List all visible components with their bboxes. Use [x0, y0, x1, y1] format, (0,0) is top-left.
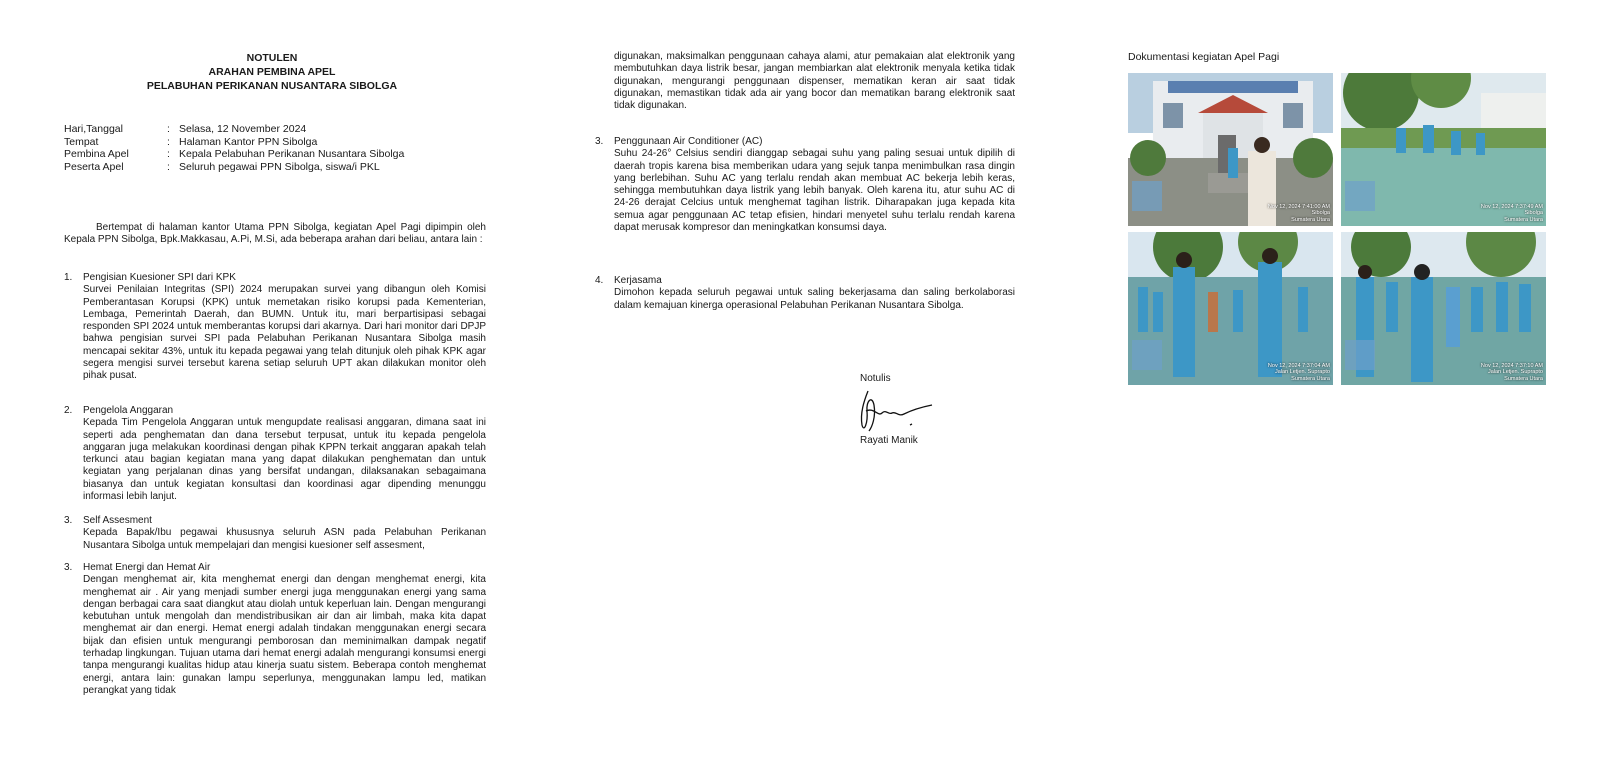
- meta-colon: :: [167, 148, 170, 160]
- intro-paragraph: Bertempat di halaman kantor Utama PPN Sibolga, kegiatan Apel Pagi dipimpin oleh Kepala PPN Sibolga, Bpk.Makkasau, A.Pi, M.Si, ada beberapa arahan dari beliau, antara lain :: [64, 222, 486, 246]
- photo-staff-lineup-2: [1341, 232, 1546, 385]
- agenda-item-4: [64, 562, 486, 697]
- meta-label: Peserta Apel: [64, 160, 124, 173]
- meta-colon: :: [167, 135, 170, 148]
- documentation-title: Dokumentasi kegiatan Apel Pagi: [1128, 51, 1280, 63]
- agenda-item-1: [64, 272, 486, 383]
- agenda-item-2: [64, 405, 486, 503]
- item-number: 3.: [64, 515, 73, 526]
- item-body: Kepada Bapak/Ibu pegawai khususnya seluruh ASN pada Pelabuhan Perikanan Nusantara Sibolga untuk mempelajari dan mengisi kuesioner self assesment,: [83, 527, 486, 551]
- document-heading: [58, 51, 486, 93]
- item-number: 1.: [64, 272, 73, 283]
- item-number: 3.: [64, 562, 73, 573]
- meta-label: Pembina Apel: [64, 148, 129, 160]
- item-body: Dimohon kepada seluruh pegawai untuk saling bekerjasama dan saling berkolaborasi dalam kemajuan kinerga operasional Pelabuhan Perikanan Nusantara Sibolga.: [614, 287, 1015, 311]
- photo-building: [1128, 73, 1333, 226]
- agenda-item-ac: [595, 136, 1015, 234]
- item-title: Pengisian Kuesioner SPI dari KPK: [83, 272, 236, 283]
- photo-staff-lineup-1: [1128, 232, 1333, 385]
- handwritten-signature: [854, 387, 936, 433]
- continuation-paragraph: digunakan, maksimalkan penggunaan cahaya alami, atur pemakaian alat elektronik yang membutuhkan daya listrik besar, jangan membiarkan alat elektronik menyala ketika tidak digunakan, mengurangi penggunaan dispenser, mematikan keran air saat tidak digunakan, memastikan tidak ada air yang bocor dan mematikan barang elektronik saat tidak digunakan.: [614, 51, 1015, 112]
- meta-row-leader: [64, 148, 404, 161]
- signature-name: Rayati Manik: [860, 435, 918, 446]
- item-title: Penggunaan Air Conditioner (AC): [614, 136, 763, 147]
- heading-line-3: PELABUHAN PERIKANAN NUSANTARA SIBOLGA: [146, 80, 398, 92]
- meta-colon: :: [167, 123, 170, 135]
- photo-timestamp: Nov 12, 2024 7:37:04 AM Jalan Letjen. Suprapto Sumatera Utara: [1267, 362, 1330, 382]
- meta-row-place: [64, 136, 404, 149]
- item-title: Self Assesment: [83, 515, 152, 526]
- meta-value: Selasa, 12 November 2024: [179, 123, 307, 135]
- meta-colon: :: [167, 160, 170, 173]
- signature-role: Notulis: [860, 373, 891, 384]
- meta-value: Kepala Pelabuhan Perikanan Nusantara Sibolga: [179, 148, 405, 160]
- item-number: 2.: [64, 405, 73, 416]
- item-title: Hemat Energi dan Hemat Air: [83, 562, 211, 573]
- photo-grid: [1128, 73, 1548, 385]
- item-title: Pengelola Anggaran: [83, 405, 174, 416]
- meta-row-participants: [64, 161, 404, 174]
- meta-value: Seluruh pegawai PPN Sibolga, siswa/i PKL: [179, 160, 380, 173]
- item-title: Kerjasama: [614, 275, 662, 286]
- photo-timestamp: Nov 12, 2024 7:41:00 AM Sibolga Sumatera Utara: [1267, 203, 1330, 223]
- photo-timestamp: Nov 12, 2024 7:37:49 AM Sibolga Sumatera Utara: [1480, 203, 1543, 223]
- heading-line-2: ARAHAN PEMBINA APEL: [208, 66, 336, 78]
- meta-label: Hari,Tanggal: [64, 123, 123, 135]
- item-body: Suhu 24-26° Celsius sendiri dianggap sebagai suhu yang paling sesuai untuk dipilih di daerah tropis karena bisa memberikan udara yang sejuk tanpa menimbulkan rasa dingin yang berlebihan. Suhu AC yang terlalu rendah akan membuat AC bekerja lebih keras, sehingga membutuhkan daya listrik yang lebih banyak. Oleh karena itu, atur suhu AC di 24-26 derajat Celcius untuk menghemat tagihan listrik. Diharapakan juga kepada kita semua agar penggunaan AC tetap efisien, hindari menyetel suhu terlalu rendah karena dapat merusak kompresor dan meningkatkan konsumsi daya.: [614, 148, 1015, 234]
- meta-label: Tempat: [64, 135, 99, 148]
- heading-line-1: NOTULEN: [246, 52, 298, 64]
- photo-staff-outdoor: [1341, 73, 1546, 226]
- photo-timestamp: Nov 12, 2024 7:37:10 AM Jalan Letjen. Suprapto Sumatera Utara: [1480, 362, 1543, 382]
- item-number: 4.: [595, 275, 604, 286]
- agenda-item-kerjasama: [595, 275, 1015, 312]
- item-number: 3.: [595, 136, 604, 147]
- meta-row-date: [64, 123, 404, 136]
- item-body: Dengan menghemat air, kita menghemat energi dan dengan menghemat energi, kita menghemat air . Air yang menjadi sumber energi juga menggunakan energi yang sama dengan berbagai cara saat diangkut atau diolah untuk keperluan lain. Dengan mengurangi kebutuhan untuk mengolah dan mendistribusikan air dan air limbah, maka kita dapat menghemat air dan energi. Hemat energi adalah tindakan menggunakan energi secara bijak dan efisien untuk mengurangi pemborosan dan meminimalkan dampak negatif terhadap lingkungan. Tujuan utama dari hemat energi adalah mengurangi konsumsi energi tanpa mengurangi kualitas hidup atau kinerja suatu sistem. Beberapa contoh menghemat energi, antara lain: gunakan lampu seperlunya, menggunakan lampu led, matikan perangkat yang tidak: [83, 574, 486, 696]
- item-body: Kepada Tim Pengelola Anggaran untuk mengupdate realisasi anggaran, dimana saat ini seperti ada penghematan dan dana tersebut terpusat, untuk itu kepada pengelola anggaran juga melakukan koordinasi dengan pihak KPPN terkait anggaran apakah telah terkunci atau bagian kegiatan mana yang dapat dilakukan penghematan dan untuk kegiatan yang perjalanan dinas yang bersifat undangan, dilaksanakan sebagaimana biasanya dan untuk kegiatan konsultasi dan koordinasi agar dipending menunggu informasi lebih lanjut.: [83, 417, 486, 503]
- signature-block: [860, 373, 950, 447]
- meta-value: Halaman Kantor PPN Sibolga: [179, 135, 318, 148]
- item-body: Survei Penilaian Integritas (SPI) 2024 merupakan survei yang dibangun oleh Komisi Pemberantasan Korupsi (KPK) untuk memetakan risiko korupsi pada Kementerian, Lembaga, Pemerintah Daerah, dan BUMN. Untuk itu, mari berpartisipasi sebagai responden SPI 2024 untuk memberantas korupsi dari akarnya. Dari hari monitor dari DPJP bahwa pengisian survei SPI pada Pelabuhan Perikanan Nusantara Sibolga masih mencapai sekitar 43%, untuk itu kepada pegawai yang telah ditunjuk oleh pihak KPK agar segera mengisi survei tersebut karena setiap seluruh UPT akan dilakukan monitor oleh pihak pusat.: [83, 284, 486, 382]
- meeting-details: [64, 123, 404, 173]
- agenda-item-3: [64, 515, 486, 552]
